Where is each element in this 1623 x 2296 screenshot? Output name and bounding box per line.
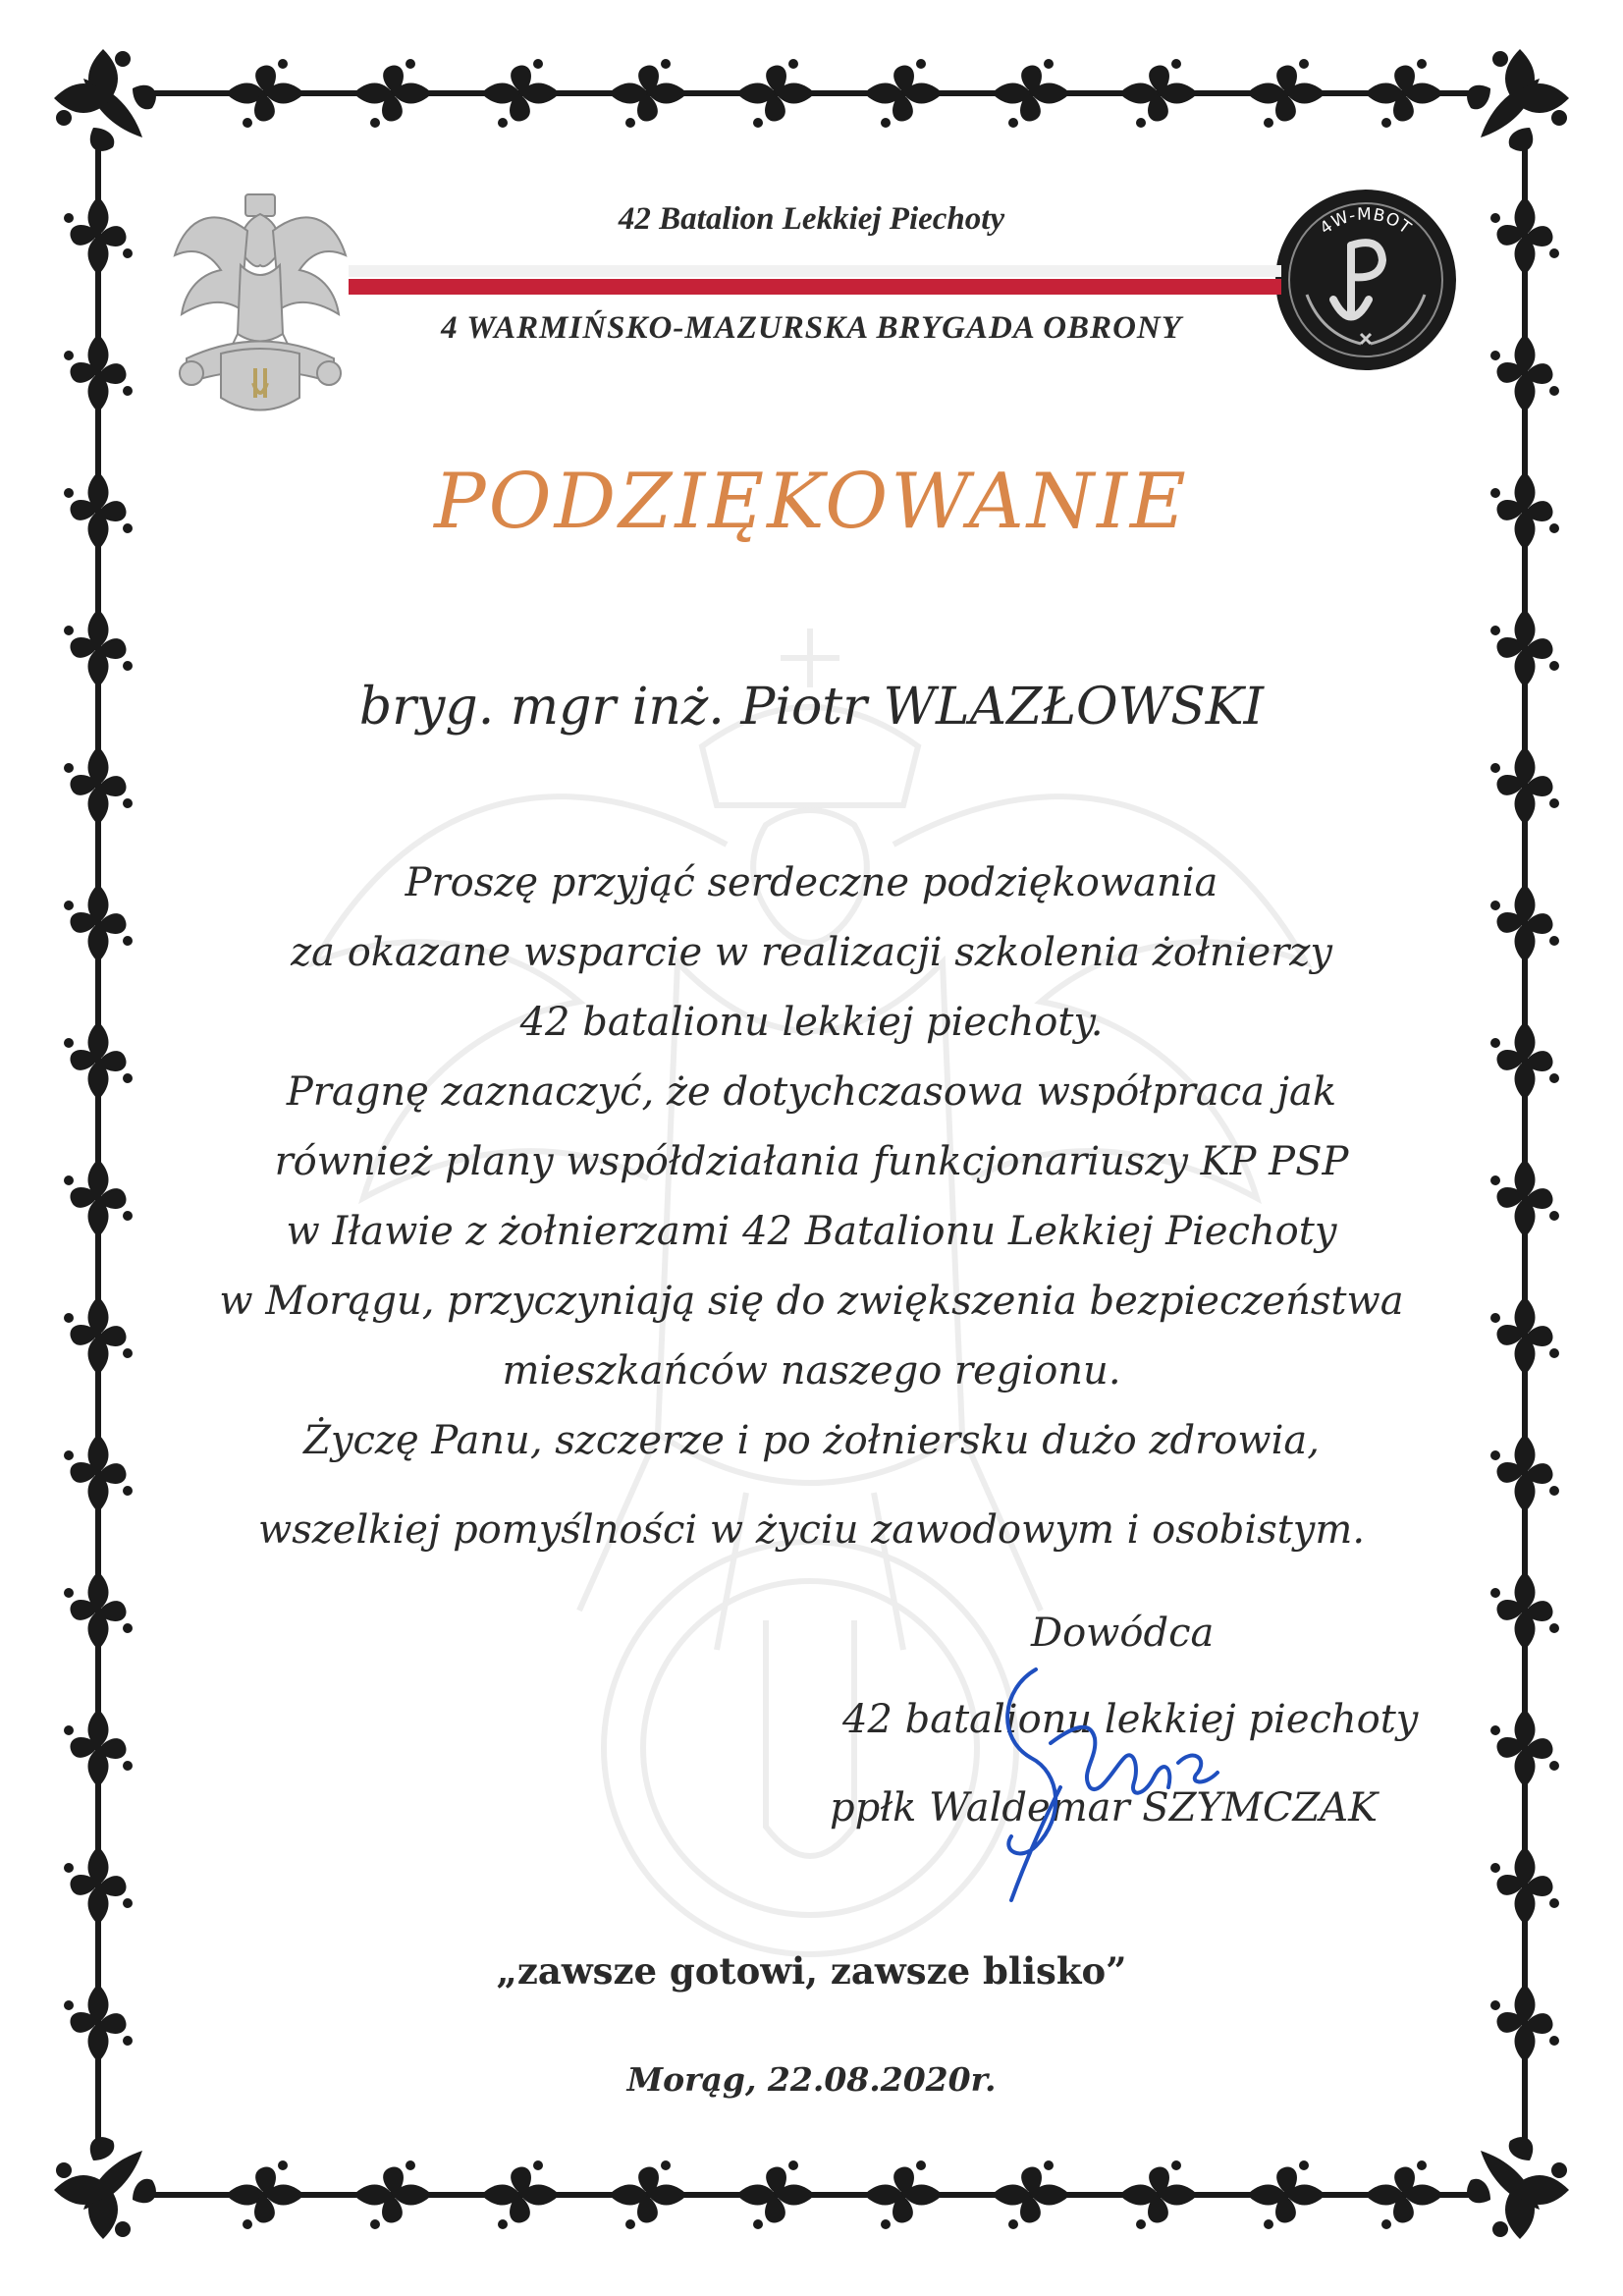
signature-role: Dowódca	[1031, 1611, 1215, 1656]
badge-text: 4W-MBOT	[1316, 204, 1416, 240]
signature-name: ppłk Waldemar SZYMCZAK	[830, 1785, 1379, 1831]
body-line: Życzę Panu, szczerze i po żołniersku dużo zdrowia,	[303, 1418, 1320, 1463]
body-line: mieszkańców naszego regionu.	[502, 1348, 1121, 1394]
flag-stripe-white	[349, 265, 1281, 277]
closing-line: wszelkiej pomyślności w życiu zawodowym i osobistym.	[257, 1507, 1366, 1553]
battalion-name: 42 Batalion Lekkiej Piechoty	[618, 201, 1005, 237]
brigade-name: 4 WARMIŃSKO-MAZURSKA BRYGADA OBRONY	[441, 310, 1182, 346]
recipient-name: bryg. mgr inż. Piotr WLAZŁOWSKI	[358, 678, 1265, 737]
body-line: również plany współdziałania funkcjonariuszy KP PSP	[274, 1139, 1349, 1184]
body-line: Proszę przyjąć serdeczne podziękowania	[405, 860, 1218, 905]
body-line: w Iławie z żołnierzami 42 Batalionu Lekkiej Piechoty	[286, 1209, 1337, 1254]
handwritten-signature	[943, 1650, 1296, 1944]
motto: „zawsze gotowi, zawsze blisko”	[496, 1949, 1127, 1993]
signature-unit: 42 batalionu lekkiej piechoty	[842, 1697, 1419, 1742]
thank-you-body	[196, 848, 1427, 1476]
body-line: 42 batalionu lekkiej piechoty.	[519, 1000, 1104, 1045]
place-and-date: Morąg, 22.08.2020r.	[626, 2060, 997, 2099]
document-title: PODZIĘKOWANIE	[434, 458, 1189, 546]
flag-stripe-red	[349, 279, 1281, 295]
body-line: za okazane wsparcie w realizacji szkolenia żołnierzy	[291, 930, 1332, 975]
body-line: w Morągu, przyczyniają się do zwiększenia bezpieczeństwa	[219, 1279, 1404, 1324]
body-line: Pragnę zaznaczyć, że dotychczasowa współpraca jak	[286, 1069, 1337, 1115]
